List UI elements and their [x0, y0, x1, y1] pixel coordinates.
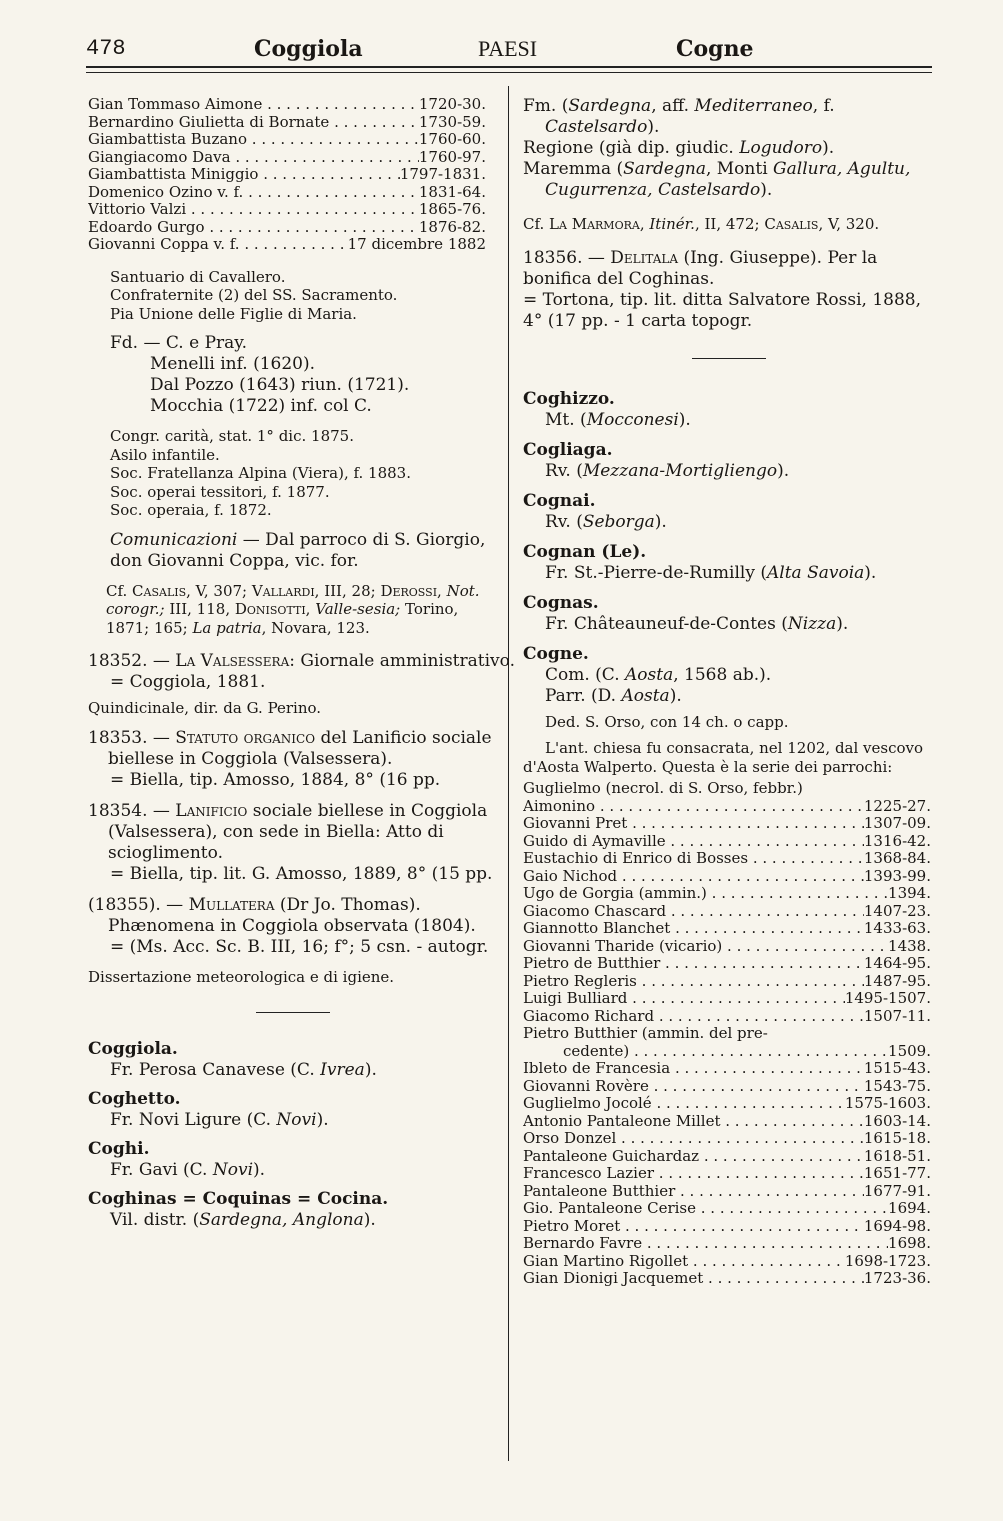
list-item: Pantaleone Butthier . . . 1677-91.: [523, 1183, 931, 1201]
regione-line: Regione (già dip. giudic. Logudoro).: [523, 138, 835, 158]
list-item: Giacomo Richard . . . 1507-11.: [523, 1008, 931, 1026]
place-entry: Cognan (Le). Fr. St.-Pierre-de-Rumilly (Alta Savoia).: [523, 541, 877, 583]
rulers-list: [88, 96, 486, 254]
fd-block: Fd. — C. e Pray. Menelli inf. (1620). Dal Pozzo (1643) riun. (1721). Mocchia (1722) inf. col C.: [110, 333, 410, 416]
institutions: Santuario di Cavallero. Confraternite (2) del SS. Sacramento. Pia Unione delle Figlie di Maria.: [110, 267, 398, 323]
list-item: Gio. Pantaleone Cerise . . . 1694.: [523, 1200, 931, 1218]
list-item: Bernardo Favre . . . 1698.: [523, 1235, 931, 1253]
place-entry: Coghetto. Fr. Novi Ligure (C. Novi).: [88, 1089, 329, 1130]
bibliography-right: Cf. La Marmora, Itinér., II, 472; Casalis, V, 320.: [523, 215, 880, 233]
list-item: Giovanni Coppa v. f. . . . 17 dicembre 1882: [88, 236, 486, 254]
list-item: Gian Martino Rigollet . . . 1698-1723.: [523, 1253, 931, 1271]
place-entry: Coggiola. Fr. Perosa Canavese (C. Ivrea).: [88, 1039, 377, 1080]
column-divider: [508, 86, 509, 1461]
left-running-title: Coggiola: [254, 36, 363, 62]
list-item: Giambattista Miniggio . . . 1797-1831.: [88, 166, 486, 184]
entry-18353: 18353. — Statuto organico del Lanificio sociale biellese in Coggiola (Valsessera).: [88, 727, 492, 769]
place-entry: Coghi. Fr. Gavi (C. Novi).: [88, 1139, 266, 1180]
list-item: Bernardino Giulietta di Bornate . . . 1730-59.: [88, 114, 486, 132]
list-item: Pietro Butthier (ammin. del pre-: [523, 1024, 768, 1042]
list-item: Pietro Moret . . . 1694-98.: [523, 1218, 931, 1236]
list-item: Giovanni Pret . . . 1307-09.: [523, 815, 931, 833]
list-item: Giangiacomo Dava . . . 1760-97.: [88, 149, 486, 167]
list-item: Gaio Nichod . . . 1393-99.: [523, 868, 931, 886]
list-item: Guglielmo Jocolé . . . 1575-1603.: [523, 1095, 931, 1113]
list-item: Eustachio di Enrico di Bosses . . . 1368-84.: [523, 850, 931, 868]
entry-18356: 18356. — Delitala (Ing. Giuseppe). Per la bonifica del Coghinas.: [523, 247, 878, 289]
place-entry: Cognai. Rv. (Seborga).: [523, 490, 667, 532]
list-item: Aimonino . . . 1225-27.: [523, 798, 931, 816]
place-entry: Cogliaga. Rv. (Mezzana-Mortigliengo).: [523, 439, 790, 481]
page-header: [86, 32, 932, 68]
societies: Congr. carità, stat. 1° dic. 1875. Asilo infantile. Soc. Fratellanza Alpina (Viera), f. 1883. Soc. operai tessitori, f. 1877. Soc. operaia, f. 1872.: [110, 427, 411, 519]
list-item: Giambattista Buzano . . . 1760-60.: [88, 131, 486, 149]
center-running-title: PAESI: [478, 36, 538, 61]
entry-18355: (18355). — Mullatera (Dr Jo. Thomas). Phænomena in Coggiola observata (1804).: [88, 894, 476, 936]
place-entry: Coghizzo. Mt. (Mocconesi).: [523, 388, 691, 430]
list-item: Giannotto Blanchet . . . 1433-63.: [523, 920, 931, 938]
left-column: Gian Tommaso Aimone . . . 1720-30. Bernardino Giulietta di Bornate . . . 1730-59. Giambattista Buzano . . . 1760-60. Giangiacomo Dava . . . 1760-97. Giambattista Miniggio . . . 1797-1831. Domenico Ozino v. f. . . . 1831-64. Vittorio Valzi . . . 1865-76. Edoardo Gurgo . . . 1876-82. Giovanni Coppa v. f. . . . 17 dicembre 1882 Santuario di Cavallero. Confraternite (2) del SS. Sacramento. Pia Unione delle Figlie di Maria. Fd. — C. e Pray. Menelli inf. (1620). Dal Pozzo (1643) riun. (1721). Mocchia (1722) inf. col C. Congr. carità, stat. 1° dic. 1875. Asilo infantile. Soc. Fratellanza Alpina (Viera), f. 1883. Soc. operai tessitori, f. 1877. Soc. operaia, f. 1872. Comunicazioni — Dal parroco di S. Giorgio, don Giovanni Coppa, vic. for. Cf. Casalis, V, 307; Vallardi, III, 28; Derossi, Not. corogr.; III, 118, Donisotti, Valle-sesia; Torino, 1871; 165; La patria, Novara, 123. 18352. — La Valsessera: Giornale amministrativo. = Coggiola, 1881. Quindicinale, dir. da G. Perino. 18353. — Statuto organico del Lanificio sociale biellese in Coggiola (Valsessera). = Biella, tip. Amosso, 1884, 8° (16 pp. 18354. — Lanificio sociale biellese in Coggiola (Valsessera), con sede in Biella: Atto di scioglimento. = Biella, tip. lit. G. Amosso, 1889, 8° (15 pp. (18355). — Mullatera (Dr Jo. Thomas). Phænomena in Coggiola observata (1804). = (Ms. Acc. Sc. B. III, 16; f°; 5 csn. - autogr. Dissertazione meteorologica e di igiene. Coggiola. Fr. Perosa Canavese (C. Ivrea). Coghetto. Fr. Novi Ligure (C. Novi). Coghi. Fr. Gavi (C. Novi). Coghinas = Coquinas = Cocina. Vil. distr. (Sardegna, Anglona).: [88, 96, 498, 1231]
right-running-title: Cogne: [676, 36, 754, 62]
right-column: Fm. (Sardegna, aff. Mediterraneo, f. Castelsardo). Regione (già dip. giudic. Logudoro). Maremma (Sardegna, Monti Gallura, Agultu, Cugurrenza, Castelsardo). Cf. La Marmora, Itinér., II, 472; Casalis, V, 320. 18356. — Delitala (Ing. Giuseppe). Per la bonifica del Coghinas. = Tortona, tip. lit. ditta Salvatore Rossi, 1888, 4° (17 pp. - 1 carta topogr. Coghizzo. Mt. (Mocconesi). Cogliaga. Rv. (Mezzana-Mortigliengo). Cognai. Rv. (Seborga). Cognan (Le). Fr. St.-Pierre-de-Rumilly (Alta Savoia). Cognas. Fr. Châteauneuf-de-Contes (Nizza). Cogne. Com. (C. Aosta, 1568 ab.). Parr. (D. Aosta). Ded. S. Orso, con 14 ch. o capp. L'ant. chiesa fu consacrata, nel 1202, dal vescovo d'Aosta Walperto. Questa è la serie dei parrochi: Guglielmo (necrol. di S. Orso, febbr.) Aimonino . . . 1225-27. Giovanni Pret . . . 1307-09. Guido di Aymaville . . . 1316-42. Eustachio di Enrico di Bosses . . . 1368-84. Gaio Nichod . . . 1393-99. Ugo de Gorgia (ammin.) . . . 1394. Giacomo Chascard . . . 1407-23. Giannotto Blanchet . . . 1433-63. Giovanni Tharide (vicario) . . . 1438. Pietro de Butthier . . . 1464-95. Pietro Regleris . . . 1487-95. Luigi Bulliard . . . 1495-1507. Giacomo Richard . . . 1507-11. Pietro Butthier (ammin. del pre- cedente) . . . 1509. Ibleto de Francesia . . . 1515-43. Giovanni Rovère . . . 1543-75. Guglielmo Jocolé . . . 1575-1603. Antonio Pantaleone Millet . . . 1603-14. Orso Donzel . . . 1615-18. Pantaleone Guichardaz . . . 1618-51. Francesco Lazier . . . 1651-77. Pantaleone Butthier . . . 1677-91. Gio. Pantaleone Cerise . . . 1694. Pietro Moret . . . 1694-98. Bernardo Favre . . . 1698. Gian Martino Rigollet . . . 1698-1723. Gian Dionigi Jacquemet . . . 1723-36.: [523, 96, 935, 1288]
list-item: Gian Dionigi Jacquemet . . . 1723-36.: [523, 1270, 931, 1288]
list-item: Ugo de Gorgia (ammin.) . . . 1394.: [523, 885, 931, 903]
header-rule-thin: [86, 72, 932, 73]
separator-rule: [256, 1012, 330, 1013]
list-item: Giacomo Chascard . . . 1407-23.: [523, 903, 931, 921]
parish-priests-list: [523, 798, 931, 1288]
list-item: Domenico Ozino v. f. . . . 1831-64.: [88, 184, 486, 202]
list-item: Antonio Pantaleone Millet . . . 1603-14.: [523, 1113, 931, 1131]
separator-rule: [692, 358, 766, 359]
entry-18354: 18354. — Lanificio sociale biellese in Coggiola (Valsessera), con sede in Biella: Atto di scioglimento.: [88, 800, 488, 863]
fm-line: Fm. (Sardegna, aff. Mediterraneo, f. Castelsardo).: [523, 96, 835, 137]
communications: Comunicazioni — Dal parroco di S. Giorgio, don Giovanni Coppa, vic. for.: [110, 529, 486, 571]
page-number: 478: [86, 36, 126, 61]
list-item: Pantaleone Guichardaz . . . 1618-51.: [523, 1148, 931, 1166]
list-item: Vittorio Valzi . . . 1865-76.: [88, 201, 486, 219]
list-item: Gian Tommaso Aimone . . . 1720-30.: [88, 96, 486, 114]
list-item: Giovanni Tharide (vicario) . . . 1438.: [523, 938, 931, 956]
list-item: Giovanni Rovère . . . 1543-75.: [523, 1078, 931, 1096]
list-item: Pietro de Butthier . . . 1464-95.: [523, 955, 931, 973]
list-item: Pietro Regleris . . . 1487-95.: [523, 973, 931, 991]
maremma-line: Maremma (Sardegna, Monti Gallura, Agultu, Cugurrenza, Castelsardo).: [523, 159, 911, 200]
header-rule-thick: [86, 66, 932, 68]
list-item: Edoardo Gurgo . . . 1876-82.: [88, 219, 486, 237]
list-item: Orso Donzel . . . 1615-18.: [523, 1130, 931, 1148]
place-entry: Cognas. Fr. Châteauneuf-de-Contes (Nizza).: [523, 592, 849, 634]
bibliography: Cf. Casalis, V, 307; Vallardi, III, 28; Derossi, Not. corogr.; III, 118, Donisotti, Valle-sesia; Torino, 1871; 165; La patria, Novara, 123.: [106, 581, 480, 637]
entry-18352: 18352. — La Valsessera: Giornale amministrativo.: [88, 651, 515, 671]
list-item: Luigi Bulliard . . . 1495-1507.: [523, 990, 931, 1008]
list-item: cedente) . . . 1509.: [523, 1043, 931, 1061]
list-item: Francesco Lazier . . . 1651-77.: [523, 1165, 931, 1183]
place-entry-coghinas: Coghinas = Coquinas = Cocina. Vil. distr. (Sardegna, Anglona).: [88, 1189, 389, 1230]
place-entry-cogne: Cogne. Com. (C. Aosta, 1568 ab.). Parr. (D. Aosta). Ded. S. Orso, con 14 ch. o capp. L'ant. chiesa fu consacrata, nel 1202, dal vescovo d'Aosta Walperto. Questa è la serie dei parrochi: Guglielmo (necrol. di S. Orso, febbr.): [523, 643, 924, 797]
list-item: Guido di Aymaville . . . 1316-42.: [523, 833, 931, 851]
list-item: Ibleto de Francesia . . . 1515-43.: [523, 1060, 931, 1078]
